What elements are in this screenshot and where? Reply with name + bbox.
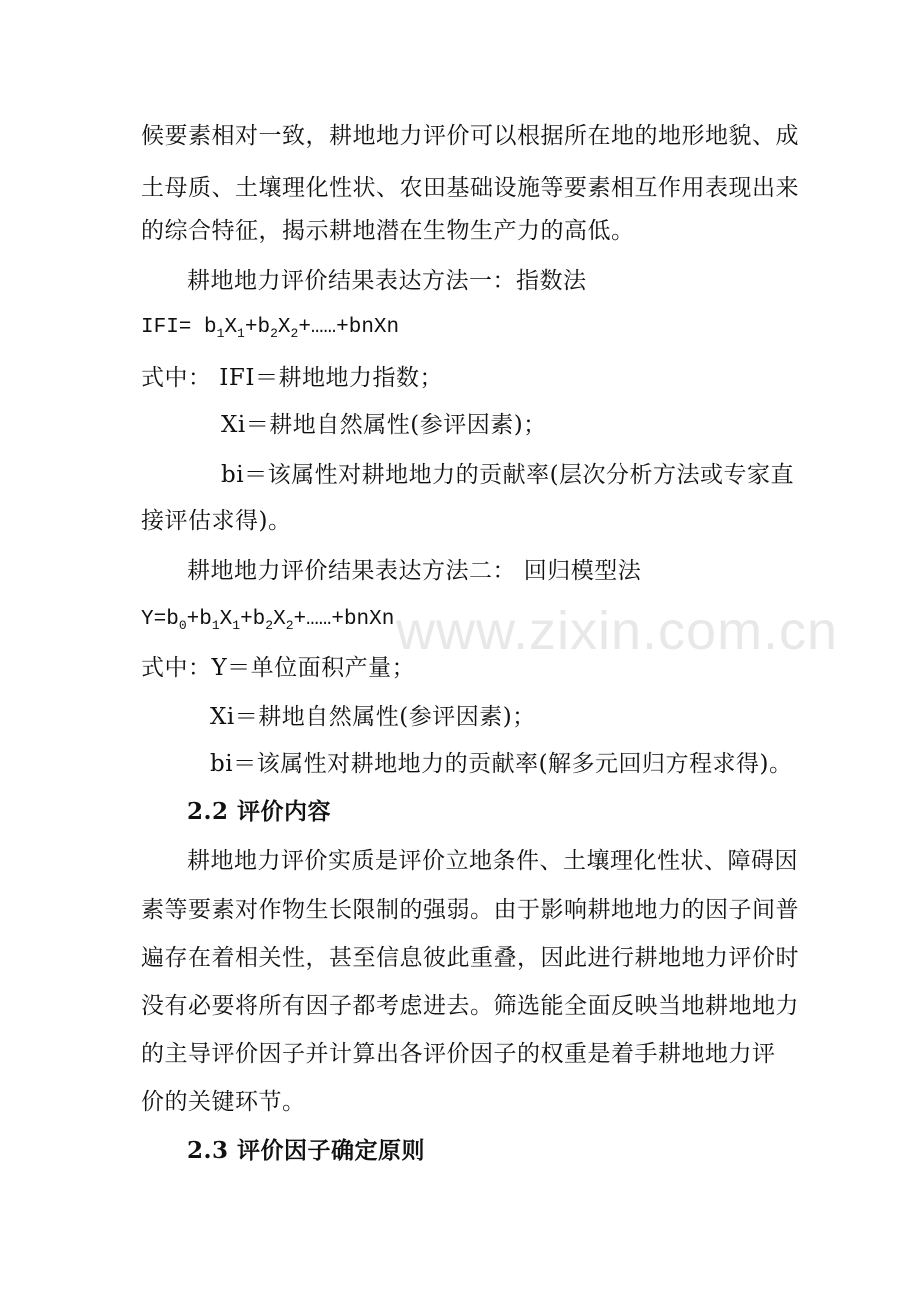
section-heading: 2.3 评价因子确定原则	[187, 1137, 426, 1164]
formula-subscript: 1	[232, 618, 241, 633]
paragraph-line: 的综合特征，揭示耕地潜在生物生产力的高低。	[141, 218, 635, 244]
definition-y: 式中：Y＝单位面积产量；	[141, 655, 416, 681]
watermark: www.zixin.com.cn	[396, 601, 839, 661]
formula-subscript: 1	[211, 618, 220, 633]
paragraph-line: 素等要素对作物生长限制的强弱。由于影响耕地地力的因子间普	[141, 897, 799, 923]
paragraph-line: 价的关键环节。	[141, 1089, 306, 1115]
definition-ifi: 式中： IFI＝耕地地力指数；	[141, 365, 443, 391]
section-heading: 2.2 评价内容	[187, 798, 332, 825]
formula-regression	[141, 605, 394, 635]
formula-text: X	[219, 608, 233, 631]
formula-text: +b	[240, 608, 266, 631]
formula-subscript: 0	[178, 618, 187, 633]
definition-bi-continued: 接评估求得)。	[141, 508, 292, 534]
formula-subscript: 1	[216, 326, 225, 341]
paragraph-line: 遍存在着相关性，甚至信息彼此重叠，因此进行耕地地力评价时	[141, 945, 799, 971]
formula-subscript: 2	[270, 326, 278, 341]
definition-xi: Xi＝耕地自然属性(参评因素)；	[221, 412, 547, 438]
method-two-title: 耕地地力评价结果表达方法二： 回归模型法	[187, 558, 642, 584]
definition-xi: Xi＝耕地自然属性(参评因素)；	[210, 704, 536, 730]
formula-text: +……+bnXn	[298, 316, 400, 339]
definition-bi: bi＝该属性对耕地地力的贡献率(解多元回归方程求得)。	[210, 751, 793, 777]
formula-text: +b	[244, 316, 271, 339]
paragraph-line: 的主导评价因子并计算出各评价因子的权重是着手耕地地力评	[141, 1041, 776, 1067]
paragraph-line: 候要素相对一致，耕地地力评价可以根据所在地的地形地貌、成	[141, 123, 799, 149]
paragraph-line: 没有必要将所有因子都考虑进去。筛选能全面反映当地耕地地力	[141, 993, 799, 1019]
formula-text: IFI= b	[141, 316, 217, 339]
formula-text: Y=b	[141, 608, 179, 631]
method-one-title: 耕地地力评价结果表达方法一：指数法	[187, 268, 587, 294]
formula-subscript: 1	[237, 326, 245, 341]
formula-text: X	[224, 316, 238, 339]
formula-text: X	[273, 608, 286, 631]
definition-bi: bi＝该属性对耕地地力的贡献率(层次分析方法或专家直	[221, 462, 795, 488]
formula-text: +……+bnXn	[293, 608, 395, 631]
formula-subscript: 2	[265, 618, 274, 633]
formula-ifi	[141, 313, 399, 343]
paragraph-line: 耕地地力评价实质是评价立地条件、土壤理化性状、障碍因	[187, 848, 798, 874]
paragraph-line: 土母质、土壤理化性状、农田基础设施等要素相互作用表现出来	[141, 175, 799, 201]
formula-text: +b	[186, 608, 212, 631]
formula-subscript: 2	[290, 326, 299, 341]
formula-text: X	[277, 316, 291, 339]
formula-subscript: 2	[285, 618, 294, 633]
